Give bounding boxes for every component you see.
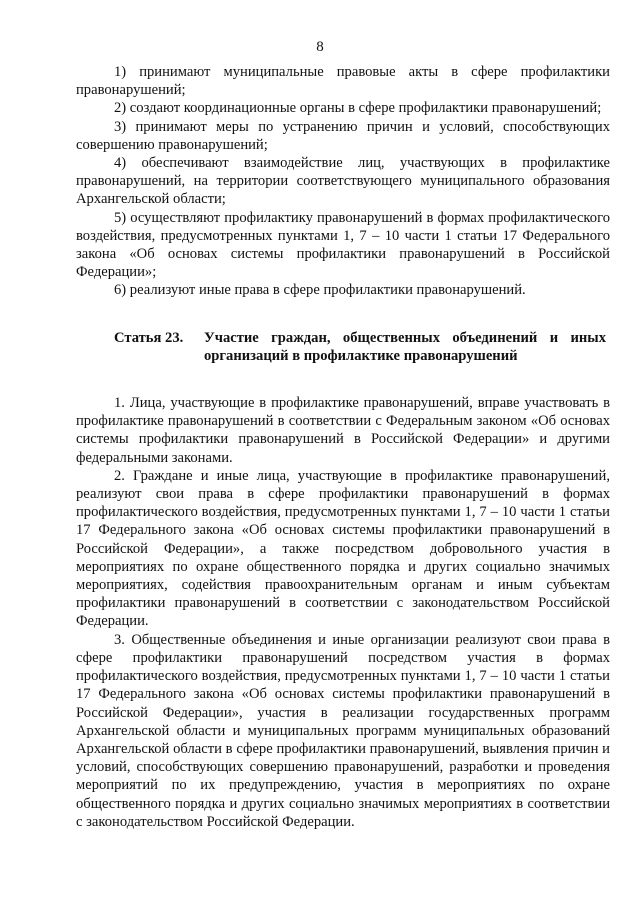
list-item: 6) реализуют иные права в сфере профилактики правонарушений. [114,282,526,299]
article-paragraph: 3. Общественные объединения и иные организации реализуют свои права в сфере профилактики правонарушений посредством участия в формах профилактического воздействия, предусмотренных пунктами 1, 7 – 10 части 1 статьи 17 Федерального закона «Об основах системы профилактики правонарушений в Российской Федерации», участия в реализации государственных программ Архангельской области и муниципальных программ муниципальных образований Архангельской области в сфере профилактики правонарушений, выявления причин и условий, способствующих совершению правонарушений, разработки и проведения мероприятий по их предупреждению, участия в мероприятиях по охране общественного порядка и других социально значимых мероприятиях в соответствии с законодательством Российской Федерации. [76,631,610,830]
list-item: 4) обеспечивают взаимодействие лиц, участвующих в профилактике правонарушений, на территории соответствующего муниципального образования Архангельской области; [76,155,610,208]
list-item: 2) создают координационные органы в сфере профилактики правонарушений; [114,100,602,117]
article-title: Участие граждан, общественных объединений и иных организаций в профилактике правонарушений [204,329,606,364]
list-item: 3) принимают меры по устранению причин и условий, способствующих совершению правонарушений; [76,118,610,153]
document-body [76,63,610,831]
article-number: Статья 23. [114,329,184,346]
article-paragraph: 1. Лица, участвующие в профилактике правонарушений, вправе участвовать в профилактике правонарушений в соответствии с Федеральным законом «Об основах системы профилактики правонарушений в Российской Федерации» и другими федеральными законами. [76,395,610,466]
list-item: 1) принимают муниципальные правовые акты в сфере профилактики правонарушений; [76,64,610,99]
article-paragraph: 2. Граждане и иные лица, участвующие в профилактике правонарушений, реализуют свои права в сфере профилактики правонарушений в формах профилактического воздействия, предусмотренных пунктами 1, 7 – 10 части 1 статьи 17 Федерального закона «Об основах системы профилактики правонарушений в Российской Федерации», а также посредством добровольного участия в мероприятиях по охране общественного порядка и других социально значимых мероприятиях, содействия правоохранительным органам и иным субъектам профилактики правонарушений в соответствии с законодательством Российской Федерации. [76,467,610,630]
article-heading [76,329,610,365]
page-number: 8 [316,39,324,55]
list-item: 5) осуществляют профилактику правонарушений в формах профилактического воздействия, предусмотренных пунктами 1, 7 – 10 части 1 статьи 17 Федерального закона «Об основах системы профилактики правонарушений в Российской Федерации»; [76,209,610,281]
